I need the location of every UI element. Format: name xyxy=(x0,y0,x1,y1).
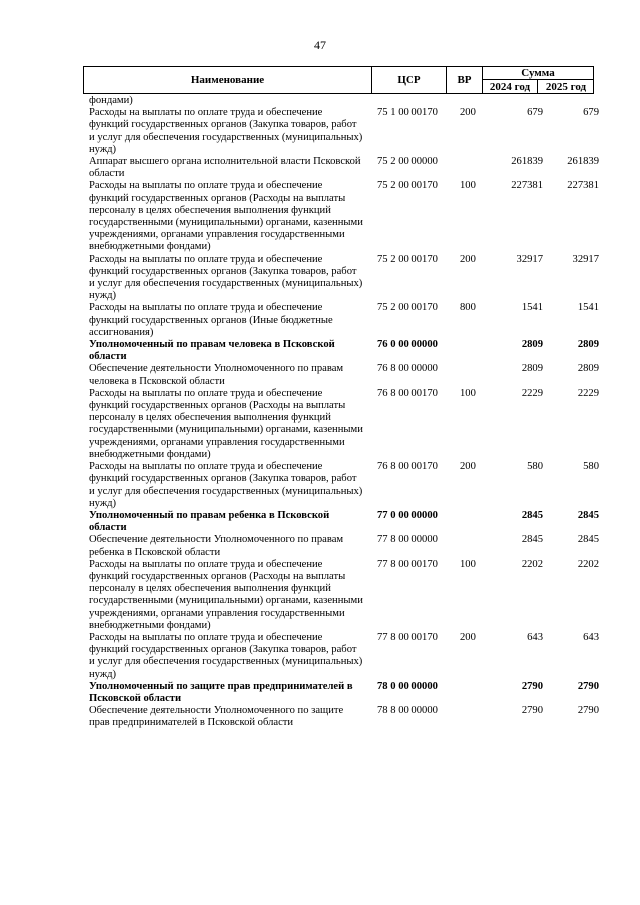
row-value-2024: 32917 xyxy=(516,253,543,265)
table-body xyxy=(89,95,599,730)
row-csr: 76 8 00 00170 xyxy=(377,387,438,399)
table-row xyxy=(89,339,599,363)
row-name: Расходы на выплаты по оплате труда и обеспечение функций государственных органов (Закупка товаров, работ и услуг для обеспечения государственных (муниципальных) нужд) xyxy=(89,107,363,155)
row-value-2025: 2809 xyxy=(577,339,599,351)
table-row xyxy=(89,388,599,461)
row-value-2024: 2809 xyxy=(521,339,543,351)
row-name: Уполномоченный по защите прав предпринимателей в Псковской области xyxy=(89,680,353,704)
row-value-2025: 2790 xyxy=(577,680,599,692)
row-name: Расходы на выплаты по оплате труда и обеспечение функций государственных органов (Иные бюджетные ассигнования) xyxy=(89,302,333,338)
row-name: Расходы на выплаты по оплате труда и обеспечение функций государственных органов (Закупка товаров, работ и услуг для обеспечения государственных (муниципальных) нужд) xyxy=(89,253,363,302)
table-row xyxy=(89,681,599,705)
header-year-2024: 2024 год xyxy=(483,80,538,94)
row-value-2025: 2790 xyxy=(577,705,599,717)
row-csr: 75 2 00 00170 xyxy=(377,253,438,265)
row-value-2025: 227381 xyxy=(567,180,599,192)
row-value-2024: 679 xyxy=(527,107,543,119)
header-vr: ВР xyxy=(447,67,483,93)
row-name: Расходы на выплаты по оплате труда и обеспечение функций государственных органов (Закупка товаров, работ и услуг для обеспечения государственных (муниципальных) нужд) xyxy=(89,461,363,509)
row-name: Расходы на выплаты по оплате труда и обеспечение функций государственных органов (Расходы на выплаты персоналу в целях обеспечения выполнения функций государственными (муниципальными) органами, казенными учреждениями, органами управления государственными внебюджетными фондами) xyxy=(89,558,363,631)
table-row xyxy=(89,95,599,107)
row-value-2024: 2202 xyxy=(521,558,543,570)
row-value-2025: 2845 xyxy=(577,534,599,546)
row-csr: 76 8 00 00000 xyxy=(377,363,438,375)
row-name: Обеспечение деятельности Уполномоченного по правам ребенка в Псковской области xyxy=(89,534,344,558)
row-value-2024: 227381 xyxy=(511,180,543,192)
row-value-2024: 1541 xyxy=(521,302,543,314)
table-row xyxy=(89,461,599,510)
row-vr: 800 xyxy=(460,302,476,314)
row-value-2025: 32917 xyxy=(572,253,599,265)
header-name: Наименование xyxy=(84,67,372,93)
page-number: 47 xyxy=(314,38,326,52)
row-value-2025: 2202 xyxy=(577,558,599,570)
table-row xyxy=(89,705,599,729)
row-value-2024: 580 xyxy=(527,461,543,473)
row-name: Расходы на выплаты по оплате труда и обеспечение функций государственных органов (Расходы на выплаты персоналу в целях обеспечения выполнения функций государственными (муниципальными) органами, казенными учреждениями, органами управления государственными внебюджетными фондами) xyxy=(89,387,363,460)
row-value-2024: 2790 xyxy=(521,680,543,692)
table-row xyxy=(89,559,599,632)
row-name: фондами) xyxy=(89,95,133,106)
row-value-2025: 679 xyxy=(583,107,599,119)
row-csr: 75 1 00 00170 xyxy=(377,107,438,119)
header-year-2025: 2025 год xyxy=(545,81,587,93)
row-value-2024: 2809 xyxy=(521,363,543,375)
header-sum: Сумма xyxy=(483,67,593,80)
row-csr: 77 8 00 00170 xyxy=(377,631,438,643)
row-csr: 76 8 00 00170 xyxy=(377,461,438,473)
row-name: Расходы на выплаты по оплате труда и обеспечение функций государственных органов (Закупка товаров, работ и услуг для обеспечения государственных (муниципальных) нужд) xyxy=(89,631,363,680)
row-csr: 76 0 00 00000 xyxy=(377,339,438,351)
table-row xyxy=(89,156,599,180)
row-value-2024: 261839 xyxy=(511,156,543,168)
header-csr: ЦСР xyxy=(372,67,447,93)
row-value-2025: 2845 xyxy=(577,509,599,521)
row-vr: 100 xyxy=(460,180,476,192)
table-row xyxy=(89,510,599,534)
row-vr: 200 xyxy=(460,631,476,643)
row-value-2025: 261839 xyxy=(567,156,599,168)
row-csr: 77 8 00 00000 xyxy=(377,534,438,546)
row-name: Уполномоченный по правам человека в Псковской области xyxy=(89,339,335,363)
row-csr: 75 2 00 00000 xyxy=(377,156,438,168)
row-csr: 78 0 00 00000 xyxy=(377,680,438,692)
row-csr: 77 0 00 00000 xyxy=(377,509,438,521)
row-csr: 78 8 00 00000 xyxy=(377,705,438,717)
row-csr: 75 2 00 00170 xyxy=(377,180,438,192)
row-value-2025: 2809 xyxy=(577,363,599,375)
row-value-2025: 643 xyxy=(583,631,599,643)
table-row xyxy=(89,363,599,387)
row-name: Уполномоченный по правам ребенка в Псковской области xyxy=(89,509,330,534)
row-value-2025: 580 xyxy=(583,461,599,473)
row-vr: 100 xyxy=(460,387,476,399)
row-value-2025: 1541 xyxy=(577,302,599,314)
row-value-2025: 2229 xyxy=(577,387,599,399)
table-header xyxy=(83,66,594,94)
row-value-2024: 2790 xyxy=(521,705,543,717)
row-csr: 75 2 00 00170 xyxy=(377,302,438,314)
row-vr: 200 xyxy=(460,461,476,473)
row-vr: 200 xyxy=(460,253,476,265)
row-name: Обеспечение деятельности Уполномоченного по защите прав предпринимателей в Псковской области xyxy=(89,705,344,729)
row-value-2024: 2229 xyxy=(521,387,543,399)
table-row xyxy=(89,534,599,558)
row-value-2024: 2845 xyxy=(521,534,543,546)
row-name: Расходы на выплаты по оплате труда и обеспечение функций государственных органов (Расходы на выплаты персоналу в целях обеспечения выполнения функций государственными (муниципальными) органами, казенными учреждениями, органами управления государственными внебюджетными фондами) xyxy=(89,180,363,253)
row-vr: 200 xyxy=(460,107,476,119)
table-row xyxy=(89,180,599,253)
table-row xyxy=(89,254,599,303)
row-name: Обеспечение деятельности Уполномоченного по правам человека в Псковской области xyxy=(89,363,344,387)
row-csr: 77 8 00 00170 xyxy=(377,558,438,570)
row-value-2024: 643 xyxy=(527,631,543,643)
row-name: Аппарат высшего органа исполнительной власти Псковской области xyxy=(89,156,361,180)
row-vr: 100 xyxy=(460,558,476,570)
table-row xyxy=(89,107,599,156)
row-value-2024: 2845 xyxy=(521,509,543,521)
table-row xyxy=(89,302,599,339)
table-row xyxy=(89,632,599,681)
